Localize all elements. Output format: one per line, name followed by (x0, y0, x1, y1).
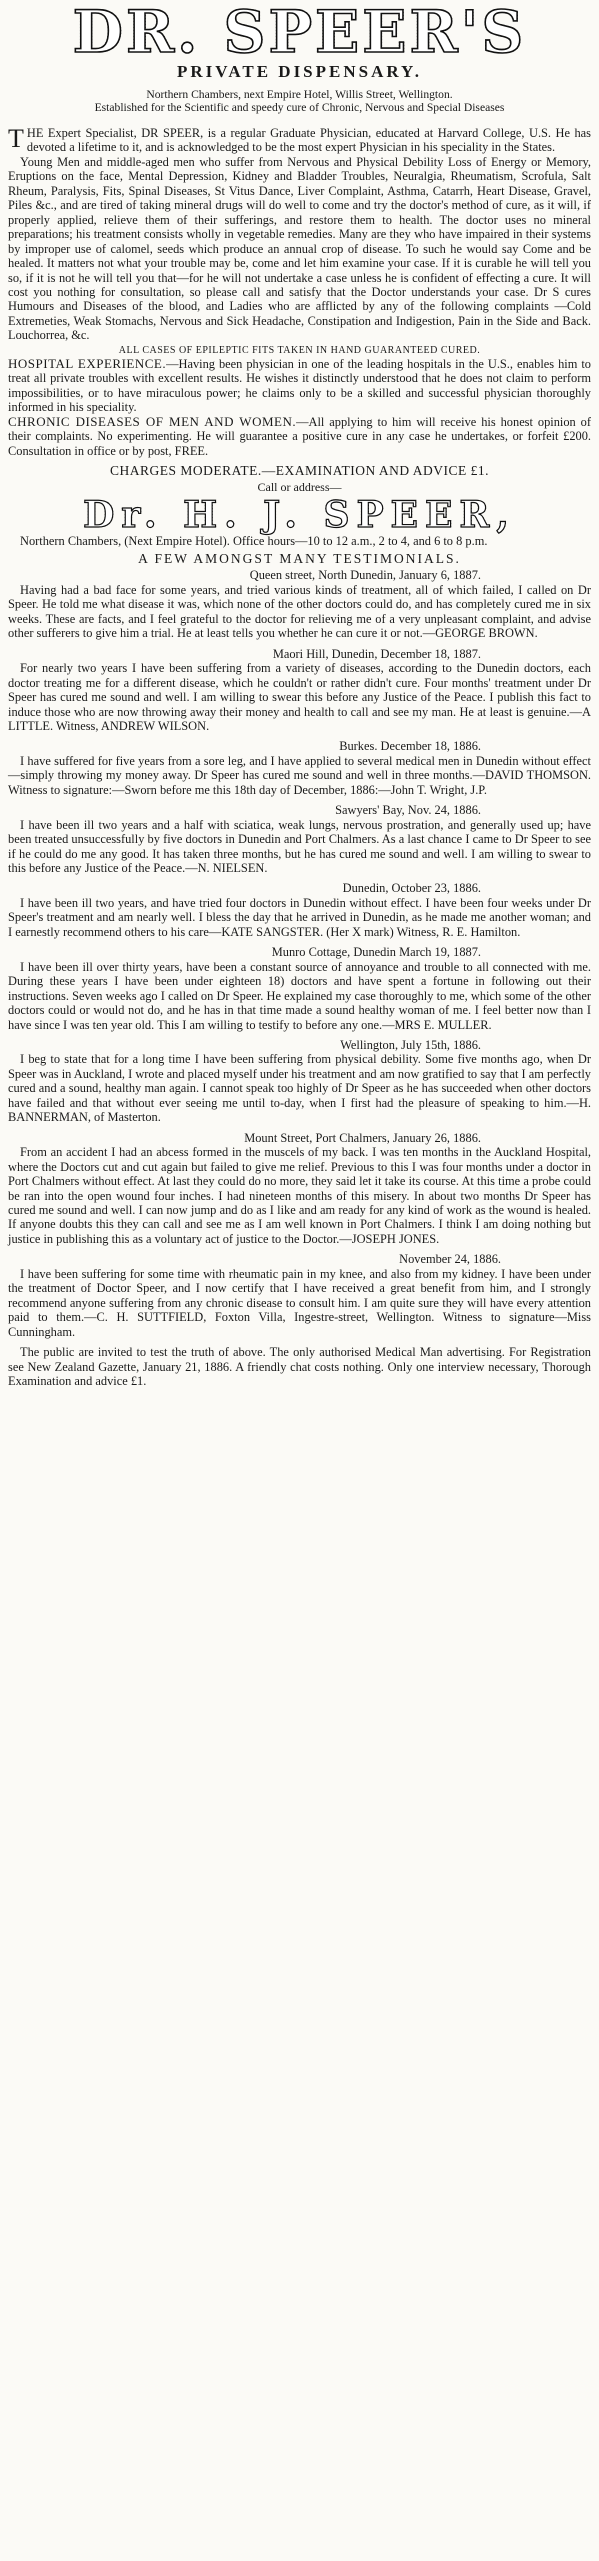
testimonial-place: Sawyers' Bay, Nov. 24, 1886. (335, 803, 481, 818)
address-block (8, 88, 591, 114)
hospital-heading: HOSPITAL EXPERIENCE. (8, 355, 167, 371)
charges-line: CHARGES MODERATE.—EXAMINATION AND ADVICE £1. (110, 462, 489, 478)
doctor-name: Dr. H. J. SPEER, (8, 496, 591, 534)
hospital-paragraph (8, 357, 591, 415)
call-line: Call or address— (257, 479, 342, 494)
epileptic-line: ALL CASES OF EPILEPTIC FITS TAKEN IN HAND GUARANTEED CURED. (118, 344, 481, 356)
testimonial-text: From an accident I had an abcess formed in the muscels of my back. I was ten months in the Auckland Hospital, where the Doctors cut and cut again but failed to give me relief. Previous to this I was four months under a doctor in Port Chalmers without effect. At last they could do no more, they said let it take its course. At this time a probe could be ran into the open wound four inches. I had nineteen months of this misery. In about two months Dr Speer has cured me sound and well. I can now jump and do as I like and am ready for any kind of work as the wound is healed. If anyone doubts this they can call and see me as I am well known in Port Chalmers. I think I am doing nothing but justice in publishing this as a voluntary act of justice to the Doctor.—JOSEPH JONES. (8, 1145, 591, 1246)
testimonial-text: I have been suffering for some time with rheumatic pain in my knee, and also from my kidney. I have been under the treatment of Doctor Speer, and I now certify that I have received a great benefit from him, and I strongly recommend anyone suffering from any chronic disease to consult him. I am quite sure they will have every attention paid to them.—C. H. SUTTFIELD, Foxton Villa, Ingestre-street, Wellington. Witness to signature—Miss Cunningham. (8, 1266, 591, 1339)
testimonial-text: I beg to state that for a long time I have been suffering from physical debility. Some five months ago, when Dr Speer was in Auckland, I wrote and placed myself under his treatment and am now gratified to say that I am perfectly cured and a sound, healthy man again. I cannot speak too highly of Dr Speer as he has succeeded when other doctors have failed and that without ever seeing me until to-day, when I first had the pleasure of speaking to him.—H. BANNERMAN, of Masterton. (8, 1052, 591, 1125)
testimonial-7 (8, 1038, 591, 1125)
testimonial-9 (8, 1252, 591, 1339)
testimonial-place: Burkes. December 18, 1886. (339, 739, 481, 754)
testimonial-text: Having had a bad face for some years, and tried various kinds of treatment, all of which failed, I called on Dr Speer. He told me what disease it was, which none of the other doctors could do, and has completely cured me in six weeks. These are facts, and I feel grateful to the doctor for relieving me of a very unpleasant complaint, and advise other sufferers to give him a trial. He at least tells you whether he can cure it or not.—GEORGE BROWN. (8, 582, 591, 641)
testimonial-text: I have suffered for five years from a sore leg, and I have applied to several medical men in Dunedin without effect—simply throwing my money away. Dr Speer has cured me sound and well in three months.—DAVID THOMSON. Witness to signature:—Sworn before me this 18th day of December, 1886:—John T. Wright, J.P. (8, 753, 591, 797)
testimonial-5 (8, 881, 591, 939)
subtitle: PRIVATE DISPENSARY. (176, 62, 423, 81)
office-hours: Northern Chambers, (Next Empire Hotel). Office hours—10 to 12 a.m., 2 to 4, and 6 to 8 p.m. (20, 533, 488, 548)
testimonial-6 (8, 945, 591, 1032)
page-title: DR. SPEER'S (8, 0, 591, 62)
chronic-paragraph (8, 415, 591, 458)
testimonial-place: Dunedin, October 23, 1886. (342, 881, 481, 896)
testimonial-place: Munro Cottage, Dunedin March 19, 1887. (271, 945, 481, 960)
closing-paragraph: The public are invited to test the truth of above. The only authorised Medical Man advertising. For Registration see New Zealand Gazette, January 21, 1886. A friendly chat costs nothing. Only one interview necessary, Thorough Examination and advice £1. (8, 1345, 591, 1388)
testimonial-place: Maori Hill, Dunedin, December 18, 1887. (272, 646, 481, 661)
testimonial-text: I have been ill over thirty years, have been a constant source of annoyance and trouble to all connected with me. During these years I have been under eighteen 18) doctors and have spent a fortune in following out their instructions. Seven weeks ago I called on Dr Speer. He explained my case thoroughly to me, which some of the other doctors could or would not do, and he has in that time made a sound healthy woman of me. I feel better now than I have since I was ten year old. This I am willing to testify to before any one.—MRS E. MULLER. (8, 959, 591, 1032)
testimonial-text: I have been ill two years and a half with sciatica, weak lungs, nervous prostration, and generally used up; have been treated unsuccessfully by five doctors in Dunedin and Port Chalmers. As a last chance I came to Dr Speer to see if he could do me any good. It has taken three months, but he has cured me sound and well. I am willing to swear to this before any Justice of the Peace.—N. NIELSEN. (8, 817, 591, 876)
testimonial-3 (8, 739, 591, 797)
testimonial-text: I have been ill two years, and have tried four doctors in Dunedin without effect. I have been four weeks under Dr Speer's treatment and am nearly well. I bless the day that he arrived in Dunedin, as he made me another woman; and I earnestly recommend others to his care—KATE SANGSTER. (Her X mark) Witness, R. E. Hamilton. (8, 895, 591, 939)
intro-paragraph-2: Young Men and middle-aged men who suffer from Nervous and Physical Debility Loss of Energy or Memory, Eruptions on the face, Mental Depression, Kidney and Bladder Troubles, Neuralgia, Rheumatism, Scrofula, Salt Rheum, Paralysis, Fits, Spinal Diseases, St Vitus Dance, Liver Complaint, Asthma, Catarrh, Heart Disease, Gravel, Piles &c., and are tired of taking mineral drugs will do well to come and try the doctor's method of cure, as it will, if properly applied, relieve them of their sufferings, and restore them to health. The doctor uses no mineral preparations; his treatment consists wholly in vegetable remedies. Many are they who have impaired in their systems by improper use of calomel, seeds which produce an annual crop of disease. To such he would say Come and be healed. It matters not what your trouble may be, come and let him examine your case. If it is curable he will tell you so, if it is not he will tell you that—for he will not undertake a case unless he is confident of effecting a cure. It will cost you nothing for consultation, so please call and satisfy that the Doctor understands your case. Dr S cures Humours and Diseases of the blood, and Ladies who are afflicted by any of the following complaints —Cold Extremeties, Weak Stomachs, Nervous and Sick Headache, Constipation and Indigestion, Pain in the Side and Back. Louchorrea, &c. (8, 154, 591, 343)
testimonial-1 (8, 568, 591, 640)
testimonials-heading: A FEW AMONGST MANY TESTIMONIALS. (138, 551, 461, 567)
hospital-text: —Having been physician in one of the leading hospitals in the U.S., enables him to treat all private troubles with excellent results. He wishes it distinctly understood that he does not claim to perform impossibilities, or to have miraculous power; he claims only to be a skilled and successful physician thoroughly informed in his speciality. (8, 356, 591, 415)
testimonial-text: For nearly two years I have been suffering from a variety of diseases, according to the Dunedin doctors, each doctor treating me for a different disease, which he couldn't or rather didn't cure. Four months' treatment under Dr Speer has cured me sound and well. I am willing to swear this before any Justice of the Peace. I publish this fact to induce those who are now throwing away their money and health to call and see my man. He at least is genuine.—A LITTLE. Witness, ANDREW WILSON. (8, 661, 591, 733)
testimonial-place: Wellington, July 15th, 1886. (340, 1038, 481, 1053)
testimonial-8 (8, 1131, 591, 1247)
address-line-2: Established for the Scientific and speedy cure of Chronic, Nervous and Special Diseases (94, 101, 505, 114)
chronic-heading: CHRONIC DISEASES OF MEN AND WOMEN. (8, 413, 297, 429)
testimonial-2 (8, 647, 591, 734)
testimonial-place: Queen street, North Dunedin, January 6, 1887. (249, 568, 481, 583)
address-line-1: Northern Chambers, next Empire Hotel, Willis Street, Wellington. (146, 88, 453, 101)
intro-paragraph-1: THE Expert Specialist, DR SPEER, is a regular Graduate Physician, educated at Harvard College, U.S. He has devoted a lifetime to it, and is acknowledged to be the most expert Physician in his speciality in the States. (8, 124, 591, 155)
chronic-text: —All applying to him will receive his honest opinion of their complaints. No experimenting. He will guarantee a positive cure in any case he undertakes, or forfeit £200. Consultation in office or by post, FREE. (8, 414, 591, 458)
testimonial-place: November 24, 1886. (399, 1252, 501, 1267)
testimonial-4 (8, 803, 591, 875)
testimonial-place: Mount Street, Port Chalmers, January 26, 1886. (244, 1130, 481, 1145)
